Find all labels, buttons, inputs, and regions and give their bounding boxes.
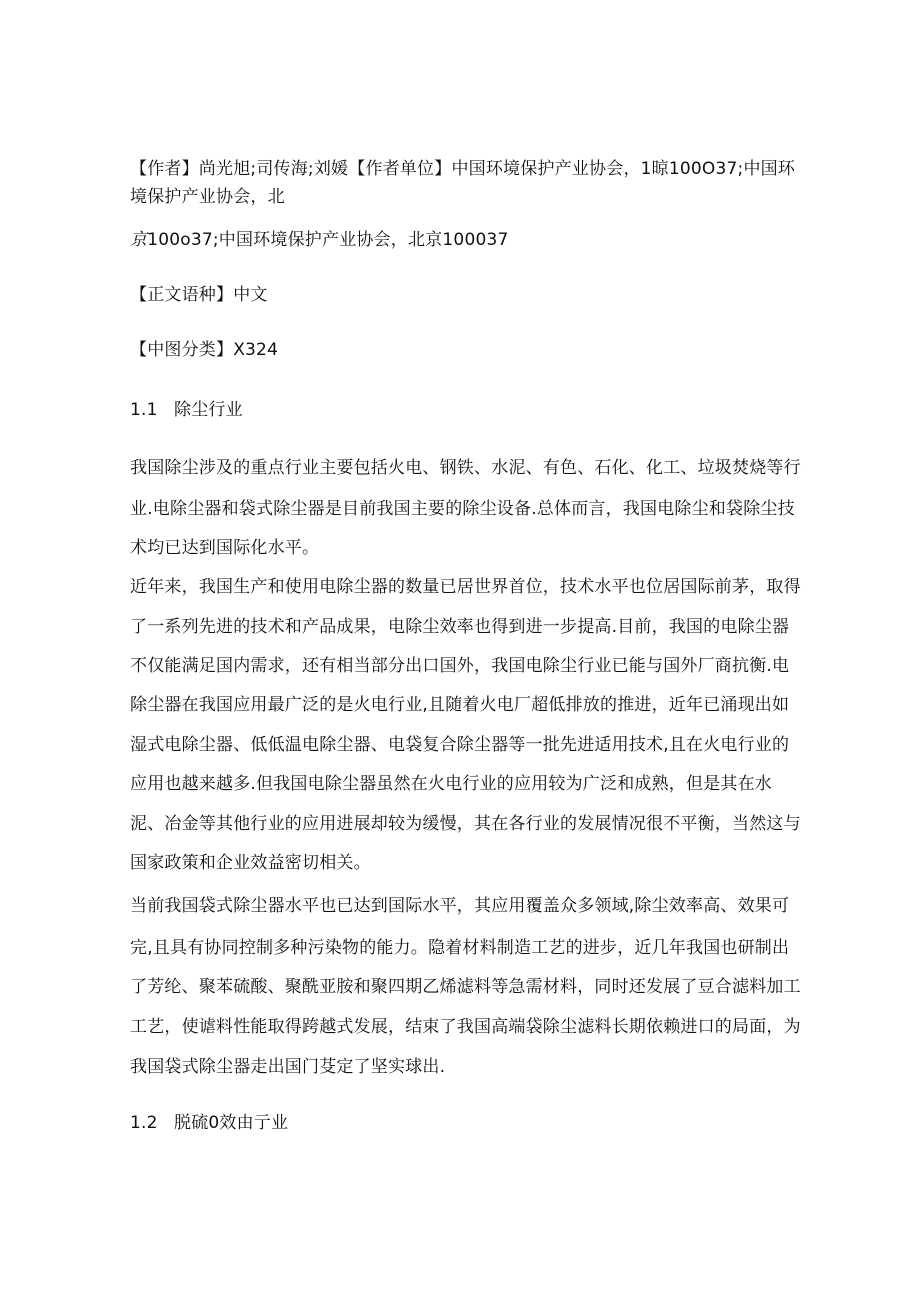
paragraph-line: 除尘器在我国应用最广泛的是火电行业,且随着火电厂超低排放的推进，近年已涌现出如 [130, 695, 790, 715]
paragraph-line: 近年来，我国生产和使用电除尘器的数量已居世界首位，技术水平也位居国际前茅，取得 [130, 577, 801, 597]
paragraph-line: 了一系列先进的技术和产品成果，电除尘效率也得到进一步提高.目前，我国的电除尘器 [130, 617, 790, 637]
author-line-1: 【作者】尚光旭;司传海;刘媛【作者单位】中国环境保护产业协会，1晾100O37;中国环 [130, 159, 796, 179]
paragraph-line: 工艺，使谑料性能取得跨越式发展，结束了我国高端袋除尘滤料长期依赖进口的局面，为 [130, 1017, 801, 1037]
paragraph-line: 了芳纶、聚苯硫酸、聚酰亚胺和聚四期乙烯滤料等急需材料，同时还发展了豆合滤料加工 [130, 977, 801, 997]
text-language: 【正文语种】中文 [130, 285, 268, 305]
paragraph-line: 应用也越来越多.但我国电除尘器虽然在火电行业的应用较为广泛和成熟，但是其在水 [130, 774, 773, 794]
paragraph-line: 我国袋式除尘器走出国门芟定了坚实球出. [130, 1057, 446, 1077]
paragraph-line: 完,且具有协同控制多种污染物的能力。隐着材料制造工艺的进步，近几年我国也研制出 [130, 938, 790, 958]
author-line-3-italic-fragment: 京 [130, 230, 148, 250]
paragraph-line: 当前我国袋式除尘器水平也已达到国际水平，其应用覆盖众多领域,除尘效率高、效果可 [130, 896, 790, 916]
section-title: 除尘行业 [174, 400, 243, 420]
section-number: 1.2 [130, 1113, 158, 1133]
classification-code: 【中图分类】X324 [130, 340, 279, 360]
section-title: 脱硫0效由亍业 [174, 1113, 289, 1133]
section-heading-1-1 [130, 397, 243, 423]
paragraph-line: 湿式电除尘器、低低温电除尘器、电袋复合除尘器等一批先进适用技术,且在火电行业的 [130, 735, 790, 755]
author-line-2: 境保护产业协会，北 [130, 187, 285, 207]
paragraph-line: 国家政策和企业效益密切相关。 [130, 853, 371, 873]
paragraph-line: 业.电除尘器和袋式除尘器是目前我国主要的除尘设备.总体而言，我国电除尘和袋除尘技 [130, 499, 795, 519]
author-line-3-text: 100o37;中国环境保护产业协会，北京100037 [147, 230, 509, 250]
paragraph-line: 术均已达到国际化水平。 [130, 538, 320, 558]
paragraph-line: 泥、冶金等其他行业的应用进展却较为缓慢，其在各行业的发展情况很不平衡，当然这与 [130, 814, 801, 834]
section-number: 1.1 [130, 400, 158, 420]
section-heading-1-2 [130, 1110, 288, 1136]
author-line-3 [130, 227, 509, 253]
paragraph-line: 我国除尘涉及的重点行业主要包括火电、钢铁、水泥、有色、石化、化工、垃圾焚烧等行 [130, 458, 801, 478]
paragraph-line: 不仅能满足国内需求，还有相当部分出口国外，我国电除尘行业已能与国外厂商抗衡.电 [130, 656, 790, 676]
